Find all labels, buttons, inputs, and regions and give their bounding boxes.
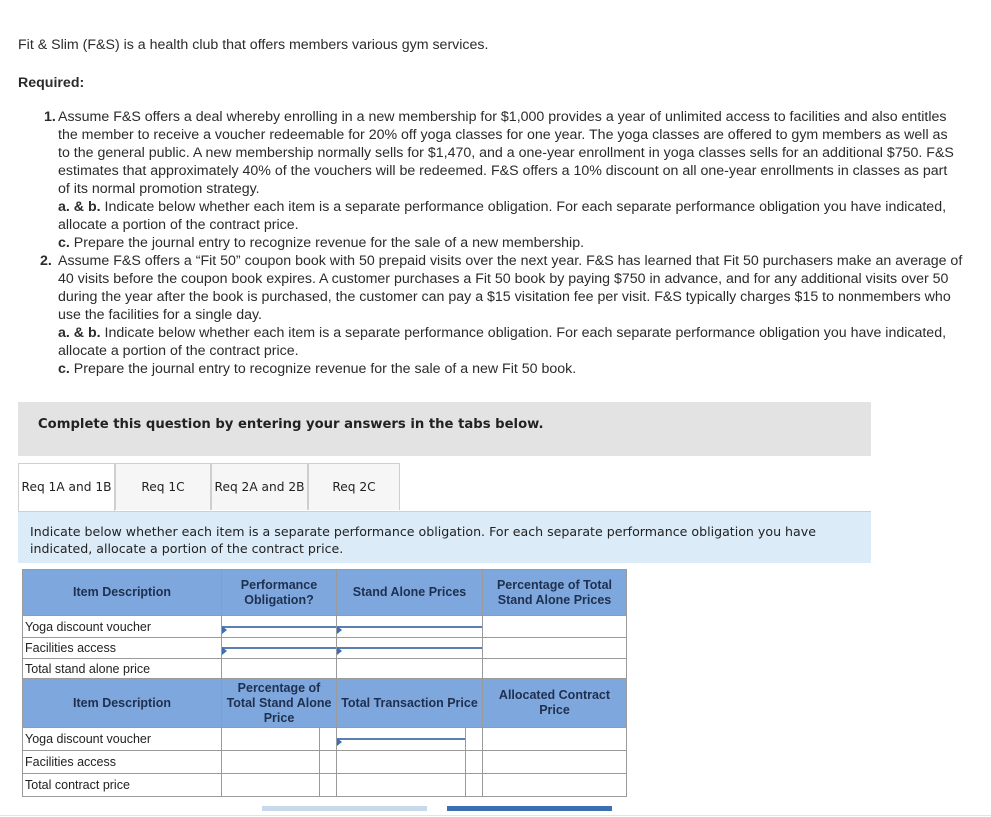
yoga-percentage-cell xyxy=(222,728,320,751)
header-stand-alone-prices: Stand Alone Prices xyxy=(337,570,483,616)
table-row xyxy=(23,638,627,659)
header-allocated-contract-price: Allocated Contract Price xyxy=(483,679,627,728)
total-percentage-cell xyxy=(483,659,627,680)
facilities-obligation-input[interactable] xyxy=(222,638,337,659)
header-percentage-total-stand-alone: Percentage of Total Stand Alone Prices xyxy=(483,570,627,616)
instruction-bar xyxy=(18,511,871,563)
total-percentage-cell xyxy=(222,774,320,797)
intro-text: Fit & Slim (F&S) is a health club that offers members various gym services. xyxy=(18,37,489,53)
instruction-text: Indicate below whether each item is a separate performance obligation. For each separate performance obligation you have indicated, allocate a portion of the contract price. xyxy=(30,524,816,556)
facilities-stand-alone-price-input[interactable] xyxy=(337,638,483,659)
question-2-ab-text: Indicate below whether each item is a separate performance obligation. For each separate performance obligation you have indicated, allocate a portion of the contract price. xyxy=(58,325,947,359)
total-stand-alone-cell xyxy=(337,659,483,680)
header-item-description: Item Description xyxy=(23,679,222,728)
total-transaction-spacer-cell xyxy=(466,774,483,797)
prev-nav-button[interactable] xyxy=(262,806,427,811)
row-label-yoga: Yoga discount voucher xyxy=(23,728,222,751)
header-item-description: Item Description xyxy=(23,570,222,616)
question-2-text: Assume F&S offers a “Fit 50” coupon book with 50 prepaid visits over the next year. F&S has learned that Fit 50 purchasers make an average of 40 visits before the coupon book expires. A customer purchases a Fit 50 book by paying $750 in advance, and for any additional visits over 50 during the year after the book is purchased, the customer can pay a $15 visitation fee per visit. F&S typically charges $15 to nonmembers who use the facilities for a single day. xyxy=(58,253,963,323)
tab-req-1a-1b[interactable]: Req 1A and 1B xyxy=(18,463,115,511)
tab-req-2c[interactable]: Req 2C xyxy=(308,463,400,510)
facilities-transaction-spacer-cell xyxy=(466,751,483,774)
row-label-facilities: Facilities access xyxy=(23,751,222,774)
question-1-text: Assume F&S offers a deal whereby enrolling in a new membership for $1,000 provides a year of unlimited access to facilities and also entitles the member to receive a voucher redeemable for 20% off yoga classes for one year. The yoga classes are offered to gym members as well as to the general public. A new membership normally sells for $1,470, and a one-year enrollment in yoga classes sells for an additional $750. F&S estimates that approximately 40% of the vouchers will be redeemed. F&S offers a 10% discount on all one-year enrollments in classes as part of its normal promotion strategy. xyxy=(58,109,954,197)
question-1 xyxy=(0,108,991,252)
table-row xyxy=(23,751,627,774)
table-row xyxy=(23,774,627,797)
question-2-c-label: c. xyxy=(58,361,70,377)
header-percentage-total-stand-alone-price: Percentage of Total Stand Alone Price xyxy=(222,679,337,728)
table-row xyxy=(23,659,627,680)
yoga-percentage-cell xyxy=(483,616,627,638)
row-label-yoga: Yoga discount voucher xyxy=(23,616,222,638)
tab-req-2a-2b[interactable]: Req 2A and 2B xyxy=(211,463,308,510)
question-1-ab-label: a. & b. xyxy=(58,199,101,215)
bottom-divider xyxy=(0,815,991,816)
total-obligation-cell xyxy=(222,659,337,680)
tab-req-1c[interactable]: Req 1C xyxy=(115,463,211,510)
required-heading: Required: xyxy=(18,75,85,91)
header-total-transaction-price: Total Transaction Price xyxy=(337,679,483,728)
standalone-price-table xyxy=(22,569,627,680)
facilities-transaction-cell xyxy=(337,751,466,774)
question-2-ab-label: a. & b. xyxy=(58,325,101,341)
next-nav-button[interactable] xyxy=(447,806,612,811)
row-label-facilities: Facilities access xyxy=(23,638,222,659)
total-percentage-unit-cell xyxy=(320,774,337,797)
question-list xyxy=(0,108,991,378)
yoga-stand-alone-price-input[interactable] xyxy=(337,616,483,638)
row-label-total-contract: Total contract price xyxy=(23,774,222,797)
yoga-transaction-spacer-cell xyxy=(466,728,483,751)
question-1-c-label: c. xyxy=(58,235,70,251)
total-transaction-cell xyxy=(337,774,466,797)
question-2 xyxy=(0,252,991,378)
yoga-percentage-unit-cell xyxy=(320,728,337,751)
total-allocated-cell xyxy=(483,774,627,797)
prompt-bar xyxy=(18,402,871,456)
facilities-percentage-unit-cell xyxy=(320,751,337,774)
allocation-table xyxy=(22,678,627,797)
question-1-number: 1. xyxy=(44,109,56,125)
yoga-allocated-cell xyxy=(483,728,627,751)
yoga-transaction-price-input[interactable] xyxy=(337,728,466,751)
facilities-allocated-cell xyxy=(483,751,627,774)
header-performance-obligation: Performance Obligation? xyxy=(222,570,337,616)
prompt-text: Complete this question by entering your answers in the tabs below. xyxy=(38,417,544,432)
row-label-total-stand-alone: Total stand alone price xyxy=(23,659,222,680)
facilities-percentage-cell xyxy=(483,638,627,659)
question-1-c-text: Prepare the journal entry to recognize revenue for the sale of a new membership. xyxy=(73,235,585,251)
question-1-ab-text: Indicate below whether each item is a separate performance obligation. For each separate performance obligation you have indicated, allocate a portion of the contract price. xyxy=(58,199,947,233)
yoga-obligation-input[interactable] xyxy=(222,616,337,638)
question-2-number: 2. xyxy=(40,253,52,269)
question-2-c-text: Prepare the journal entry to recognize revenue for the sale of a new Fit 50 book. xyxy=(73,361,577,377)
facilities-percentage-cell xyxy=(222,751,320,774)
table-row xyxy=(23,616,627,638)
table-row xyxy=(23,728,627,751)
